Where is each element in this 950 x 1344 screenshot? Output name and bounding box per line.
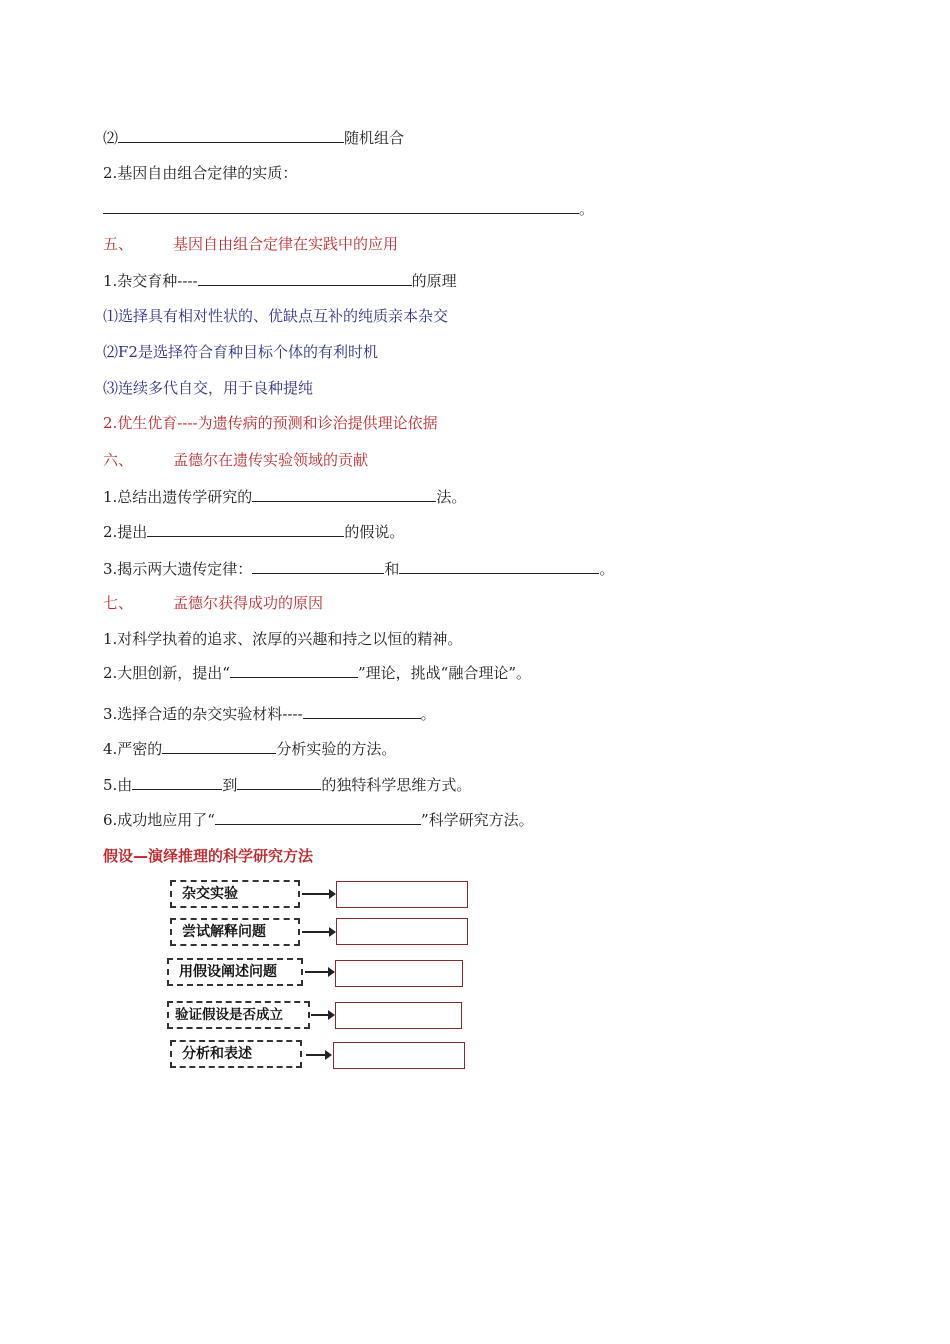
answer-box[interactable] (336, 918, 468, 945)
arrow-right-icon (305, 971, 329, 973)
text-segment: 1.杂交育种---- (103, 272, 198, 290)
text-segment: 3.揭示两大遗传定律： (103, 560, 253, 578)
line-thinking (103, 774, 471, 795)
line-combination (103, 127, 404, 148)
step-label: 尝试解释问题 (170, 918, 300, 946)
line-crossbreeding (103, 270, 457, 291)
line-hypothesis (103, 521, 404, 542)
fill-blank[interactable] (303, 703, 421, 719)
punctuation: 。 (420, 705, 436, 723)
section-number: 五、 (103, 235, 134, 253)
text-segment: 3.选择合适的杂交实验材料---- (103, 705, 303, 723)
section-title: 孟德尔获得成功的原因 (173, 594, 324, 612)
line-research-method (103, 486, 466, 507)
fill-blank[interactable] (103, 198, 579, 214)
section-title: 孟德尔在遗传实验领域的贡献 (173, 451, 369, 469)
section-number: 六、 (103, 451, 134, 469)
section-6-heading (103, 450, 368, 470)
text-segment: 2.提出 (103, 523, 148, 541)
fill-blank[interactable] (132, 774, 222, 790)
answer-box[interactable] (335, 960, 463, 987)
line-select-parents: ⑴选择具有相对性状的、优缺点互补的纯质亲本杂交 (103, 307, 449, 325)
fill-blank[interactable] (230, 662, 358, 678)
section-5-heading (103, 234, 398, 254)
text-segment: 的假说。 (344, 523, 405, 541)
text-segment: 分析实验的方法。 (276, 740, 397, 758)
text-segment: 1.总结出遗传学研究的 (103, 488, 253, 506)
text-segment: 随机组合 (344, 129, 405, 147)
fill-blank[interactable] (198, 270, 412, 286)
step-label: 分析和表述 (170, 1040, 302, 1068)
line-law-essence: 2.基因自由组合定律的实质： (103, 164, 298, 182)
step-label: 用假设阐述问题 (167, 958, 303, 986)
fill-blank[interactable] (237, 774, 321, 790)
text-segment: 5.由 (103, 776, 133, 794)
punctuation: 。 (599, 560, 615, 578)
line-two-laws (103, 558, 614, 579)
fill-blank[interactable] (252, 486, 436, 502)
fill-blank[interactable] (162, 738, 276, 754)
line-eugenics: 2.优生优育----为遗传病的预测和诊治提供理论依据 (103, 414, 438, 432)
item-number: ⑵ (103, 129, 119, 147)
answer-box[interactable] (336, 881, 468, 908)
arrow-right-icon (306, 1054, 326, 1056)
text-segment: 6.成功地应用了“ (103, 811, 215, 829)
line-method (103, 809, 534, 830)
line-material (103, 703, 436, 724)
text-segment: 法。 (436, 488, 467, 506)
arrow-right-icon (311, 1014, 329, 1016)
line-self-cross: ⑶连续多代自交，用于良种提纯 (103, 379, 314, 397)
line-f2-selection: ⑵F2是选择符合育种目标个体的有利时机 (103, 343, 378, 361)
section-number: 七、 (103, 594, 134, 612)
line-innovation (103, 662, 531, 683)
line-spirit: 1.对科学执着的追求、浓厚的兴趣和持之以恒的精神。 (103, 630, 463, 648)
punctuation: 。 (579, 200, 595, 218)
step-label: 验证假设是否成立 (167, 1001, 310, 1029)
text-segment: 的原理 (411, 272, 457, 290)
answer-box[interactable] (333, 1042, 465, 1069)
fill-blank[interactable] (147, 521, 344, 537)
text-segment: 4.严密的 (103, 740, 163, 758)
fill-blank[interactable] (252, 558, 384, 574)
section-title: 基因自由组合定律在实践中的应用 (173, 235, 399, 253)
line-analysis (103, 738, 396, 759)
text-segment: 的独特科学思维方式。 (321, 776, 472, 794)
fill-blank[interactable] (399, 558, 599, 574)
text-segment: 到 (222, 776, 238, 794)
arrow-right-icon (302, 893, 330, 895)
line-long-blank (103, 198, 594, 219)
fill-blank[interactable] (215, 809, 421, 825)
text-segment: ”科学研究方法。 (420, 811, 534, 829)
answer-box[interactable] (335, 1002, 462, 1029)
arrow-right-icon (302, 931, 330, 933)
flow-heading: 假设—演绎推理的科学研究方法 (103, 847, 314, 865)
step-label: 杂交实验 (170, 880, 300, 908)
fill-blank[interactable] (118, 127, 344, 143)
section-7-heading (103, 593, 323, 613)
text-segment: 和 (384, 560, 400, 578)
text-segment: ”理论，挑战“融合理论”。 (357, 664, 531, 682)
text-segment: 2.大胆创新，提出“ (103, 664, 230, 682)
